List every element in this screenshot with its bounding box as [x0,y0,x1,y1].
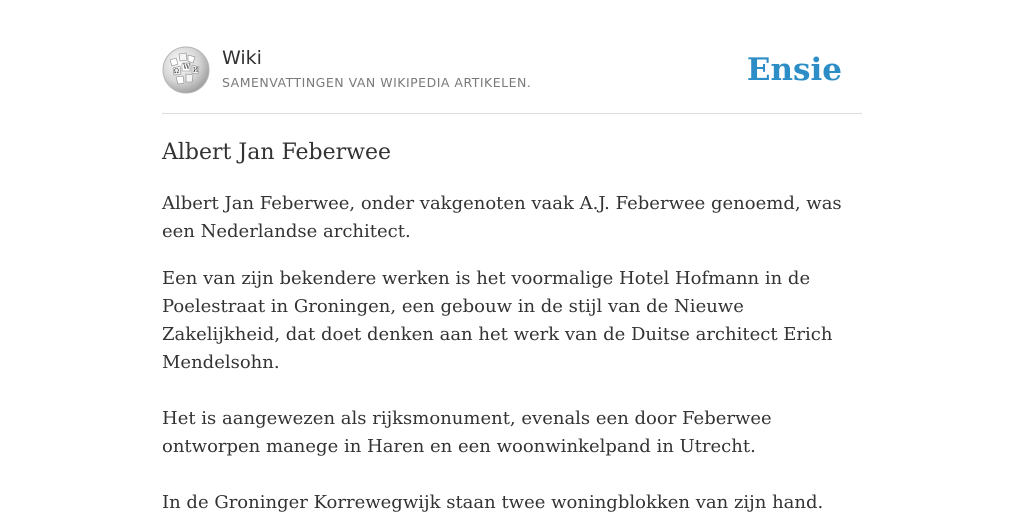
article-paragraph: Een van zijn bekendere werken is het voormalige Hotel Hofmann in de Poelestraat in Groningen, een gebouw in de stijl van de Nieuwe Zakelijkheid, dat doet denken aan het werk van de Duitse architect Erich Mendelsohn. [162,268,833,373]
page [162,0,862,512]
article-title: Albert Jan Feberwee [162,140,392,165]
article-paragraph: Het is aangewezen als rijksmonument, evenals een door Feberwee ontworpen manege in Haren en een woonwinkelpand in Utrecht. [162,408,772,457]
brand-logo[interactable]: Ensie [746,52,842,88]
svg-text:Ω: Ω [174,68,179,75]
wikipedia-globe-icon[interactable] [162,46,210,94]
site-tagline: SAMENVATTINGEN VAN WIKIPEDIA ARTIKELEN. [222,75,532,90]
article-paragraph: In de Groninger Korrewegwijk staan twee woningblokken van zijn hand. [162,492,824,512]
article-paragraph: Albert Jan Feberwee, onder vakgenoten vaak A.J. Feberwee genoemd, was een Nederlandse architect. [162,193,842,242]
site-name[interactable]: Wiki [222,47,262,69]
svg-text:И: И [193,67,199,74]
site-header [162,46,862,114]
svg-text:W: W [183,63,191,71]
